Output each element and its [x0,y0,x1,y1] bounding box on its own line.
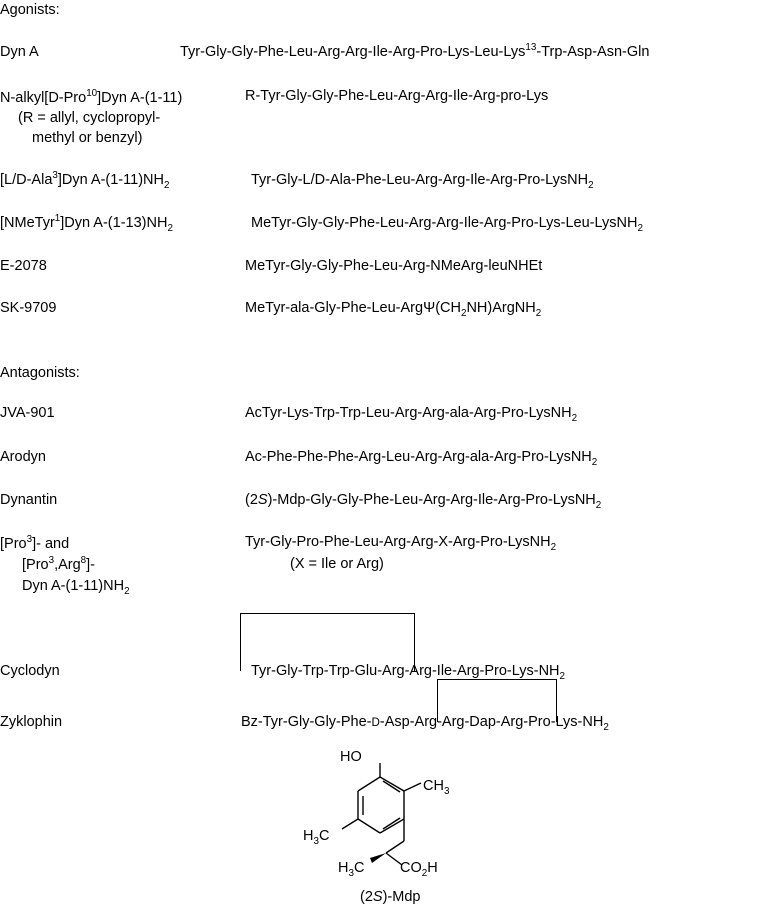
compound-name-dyn-a: Dyn A [0,44,39,60]
compound-name-n-alkyl-dpro10 [0,88,182,148]
compound-name-e-2078: E-2078 [0,258,47,274]
compound-sequence-arodyn: Ac-Phe-Phe-Phe-Arg-Leu-Arg-Arg-ala-Arg-Pro-LysNH$_2$ [245,449,598,468]
section-heading-antagonists: Antagonists: [0,365,80,381]
compound-name-zyklophin: Zyklophin [0,714,63,730]
compound-sequence-dyn-a: Tyr-Gly-Gly-Phe-Leu-Arg-Arg-Ile-Arg-Pro-Lys-Leu-Lys$^{13}$-Trp-Asp-Asn-Gln [180,42,650,60]
compound-sequence-ld-ala3: Tyr-Gly-L/D-Ala-Phe-Leu-Arg-Arg-Ile-Arg-Pro-LysNH$_2$ [251,172,594,191]
structure-caption: (2S)-Mdp [360,889,421,905]
compound-sequence-sk-9709: MeTyr-$ala-Gly-Phe-Leu-Arg\Psi(CH_2NH)ArgNH_2$ [245,300,542,319]
compound-name-sk-9709: SK-9709 [0,300,57,316]
compound-sequence-pro3-arg8: Tyr-Gly-Pro-Phe-Leu-Arg-Arg-X-Arg-Pro-LysNH$_2$ [245,534,557,553]
compound-sequence-dynantin: (2S)-Mdp-Gly-Gly-Phe-Leu-Arg-Arg-Ile-Arg-Pro-LysNH$_2$ [245,492,602,511]
compound-sequence-jva-901: AcTyr-Lys-Trp-Trp-Leu-Arg-Arg-ala-Arg-Pro-LysNH$_2$ [245,405,578,424]
compound-name-jva-901: JVA-901 [0,405,55,421]
compound-sequence-e-2078: MeTyr-Gly-Gly-Phe-Leu-Arg-NMeArg-leuNHEt [245,258,543,274]
compound-name-arodyn: Arodyn [0,449,46,465]
compound-name-nmetyr1: [NMeTyr$^1$]Dyn $A-(1-13)NH_2$ [0,213,173,234]
compound-name-cyclodyn: Cyclodyn [0,663,60,679]
atom-label-h3c-alpha: $H_3C$ [338,860,365,879]
compound-name-ld-ala3: [L/D-Ala$^3$]Dyn $A-(1-11)NH_2$ [0,170,170,191]
compound-name-pro3-arg8: [Pro$^3$]- and [Pro$^3$,Arg$^8$]- Dyn $A-(1-11)NH_2$ [0,534,130,597]
atom-label-h3c-ring: $H_3C$ [303,828,330,847]
mdp-structure-svg [280,745,510,890]
cyclodyn-cyclization-bracket [240,613,415,671]
mdp-structure-drawing [280,745,510,894]
section-heading-agonists: Agonists: [0,2,60,18]
atom-label-ch3-top: $CH_3$ [423,778,450,797]
zyklophin-cyclization-bracket [437,679,557,722]
compound-name-dynantin: Dynantin [0,492,58,508]
compound-sequence-cyclodyn: Tyr-$Gly-Trp-Trp-Glu-Arg-Arg-Ile-Arg-Pro-Lys-NH_2$ [251,663,566,682]
compound-name-n-alkyl-dpro10-main: N-alkyl[D-Pro$^{10}$]Dyn A-(1-11) [0,88,183,106]
compound-sequence-pro3-arg8-note: (X = Ile or Arg) [290,556,384,572]
atom-label-ho: HO [340,749,362,765]
compound-sequence-n-alkyl-dpro10: R-Tyr-Gly-Gly-Phe-Leu-Arg-Arg-Ile-Arg-pro-Lys [245,88,549,104]
compound-sequence-zyklophin: $Bz-Tyr-Gly-Gly-Phe-D-Asp-Arg-Arg-Dap-Arg-Pro-Lys-NH_2$ [241,714,609,733]
compound-name-n-alkyl-dpro10-note: (R = allyl, cyclopropyl- methyl or benzyl) [18,110,161,146]
atom-label-co2h: $CO_2H$ [400,860,438,879]
compound-sequence-nmetyr1: MeTyr-Gly-Gly-Phe-Leu-Arg-Arg-Ile-Arg-Pro-Lys-Leu-LysNH$_2$ [251,215,643,234]
